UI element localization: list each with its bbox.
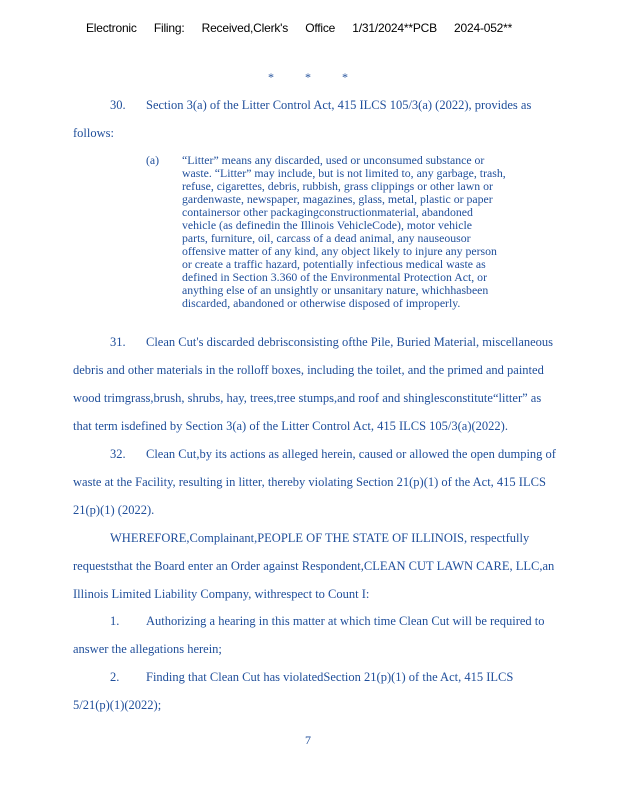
prayer-item-2-line: 5/21(p)(1)(2022);	[73, 698, 162, 712]
quote-line: gardenwaste, newspaper, magazines, glass, metal, plastic or paper	[182, 192, 493, 206]
paragraph-31-line: Clean Cut's discarded debrisconsisting ofthe Pile, Buried Material, miscellaneous	[146, 335, 554, 349]
filing-header	[86, 21, 526, 35]
quote-line: waste. “Litter” may include, but is not limited to, any garbage, trash,	[182, 166, 506, 180]
paragraph-31-line: that term isdefined by Section 3(a) of the Litter Control Act, 415 ILCS 105/3(a)(2022).	[73, 419, 508, 433]
header-received: Received,Clerk's	[201, 21, 289, 35]
prayer-item-number: 1.	[110, 614, 120, 628]
paragraph-30-line: Section 3(a) of the Litter Control Act, 415 ILCS 105/3(a) (2022), provides as	[146, 98, 532, 112]
paragraph-32-line: waste at the Facility, resulting in litter, thereby violating Section 21(p)(1) of the Act, 415 ILCS	[73, 475, 546, 489]
paragraph-number: 31.	[110, 335, 126, 349]
paragraph-32-line: 21(p)(1) (2022).	[73, 503, 155, 517]
header-filing: Filing:	[153, 21, 185, 35]
quote-line: anything else of an unsightly or unsanitary nature, whichhasbeen	[182, 283, 489, 297]
paragraph-32-line: Clean Cut,by its actions as alleged herein, caused or allowed the open dumping of	[146, 447, 556, 461]
header-electronic: Electronic	[86, 21, 137, 35]
header-case-number: 2024-052**	[454, 21, 513, 35]
paragraph-number: 30.	[110, 98, 126, 112]
quote-line: refuse, cigarettes, debris, rubbish, grass clippings or other lawn or	[182, 179, 493, 193]
prayer-item-1-line: answer the allegations herein;	[73, 642, 222, 656]
quote-line: discarded, abandoned or otherwise disposed of improperly.	[182, 296, 461, 310]
quote-line: containersor other packagingconstructionmaterial, abandoned	[182, 205, 473, 219]
paragraph-30-line: follows:	[73, 126, 114, 140]
section-separator	[268, 70, 376, 85]
separator-star: *	[342, 70, 348, 84]
wherefore-line: WHEREFORE,Complainant,PEOPLE OF THE STATE OF ILLINOIS, respectfully	[110, 531, 530, 545]
quote-line: or create a traffic hazard, potentially infectious medical waste as	[182, 257, 486, 271]
quote-line: “Litter” means any discarded, used or unconsumed substance or	[182, 153, 485, 167]
paragraph-number: 32.	[110, 447, 126, 461]
prayer-item-number: 2.	[110, 670, 120, 684]
separator-star: *	[268, 70, 274, 84]
separator-star: *	[305, 70, 311, 84]
header-date: 1/31/2024**PCB	[352, 21, 437, 35]
wherefore-line: Illinois Limited Liability Company, withrespect to Count I:	[73, 587, 370, 601]
header-office: Office	[305, 21, 336, 35]
wherefore-line: requeststhat the Board enter an Order against Respondent,CLEAN CUT LAWN CARE, LLC,an	[73, 559, 555, 573]
quote-line: parts, furniture, oil, carcass of a dead animal, any nauseousor	[182, 231, 471, 245]
paragraph-31-line: wood trimgrass,brush, shrubs, hay, trees,tree stumps,and roof and shinglesconstitute“litter” as	[73, 391, 542, 405]
quote-line: vehicle (as definedin the Illinois VehicleCode), motor vehicle	[182, 218, 473, 232]
paragraph-31-line: debris and other materials in the rolloff boxes, including the toilet, and the primed and painted	[73, 363, 544, 377]
page-number: 7	[305, 733, 311, 747]
quote-label: (a)	[146, 153, 160, 167]
prayer-item-1-line: Authorizing a hearing in this matter at which time Clean Cut will be required to	[146, 614, 545, 628]
quote-line: offensive matter of any kind, any object likely to injure any person	[182, 244, 497, 258]
quote-line: defined in Section 3.360 of the Environmental Protection Act, or	[182, 270, 488, 284]
prayer-item-2-line: Finding that Clean Cut has violatedSection 21(p)(1) of the Act, 415 ILCS	[146, 670, 514, 684]
